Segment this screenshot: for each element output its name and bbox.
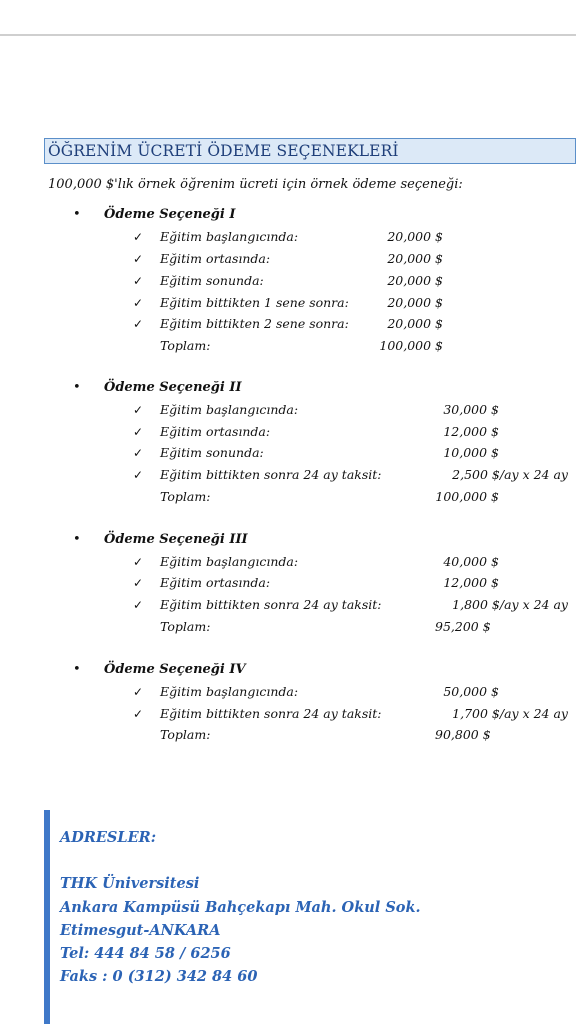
phone-line: Tel: 444 84 58 / 6256 xyxy=(60,945,231,962)
total-amount: 90,800 $ xyxy=(435,727,491,742)
section-heading: ÖĞRENİM ÜCRETİ ÖDEME SEÇENEKLERİ xyxy=(44,138,576,164)
bullet-icon: • xyxy=(73,532,81,547)
payment-row xyxy=(0,272,576,290)
address-line: Etimesgut-ANKARA xyxy=(60,922,221,939)
row-label: Eğitim sonunda: xyxy=(160,273,264,288)
check-icon: ✓ xyxy=(133,230,144,244)
check-icon: ✓ xyxy=(133,274,144,288)
row-label: Eğitim ortasında: xyxy=(160,251,271,266)
row-label: Eğitim ortasında: xyxy=(160,575,271,590)
check-icon: ✓ xyxy=(133,425,144,439)
total-amount: 95,200 $ xyxy=(435,619,491,634)
row-label: Eğitim bittikten 1 sene sonra: xyxy=(160,295,349,310)
option-title: Ödeme Seçeneği II xyxy=(104,380,242,395)
row-label: Eğitim bittikten sonra 24 ay taksit: xyxy=(160,467,382,482)
check-icon: ✓ xyxy=(133,403,144,417)
row-amount: 20,000 $ xyxy=(387,273,443,288)
row-amount: 20,000 $ xyxy=(387,295,443,310)
row-label: Eğitim başlangıcında: xyxy=(160,684,299,699)
check-icon: ✓ xyxy=(133,598,144,612)
check-icon: ✓ xyxy=(133,555,144,569)
row-amount: 20,000 $ xyxy=(387,316,443,331)
row-label: Eğitim başlangıcında: xyxy=(160,554,299,569)
row-amount: 1,700 $/ay x 24 ay xyxy=(452,706,568,721)
row-amount: 50,000 $ xyxy=(443,684,499,699)
row-label: Eğitim sonunda: xyxy=(160,445,264,460)
row-amount: 30,000 $ xyxy=(443,402,499,417)
row-amount: 20,000 $ xyxy=(387,229,443,244)
check-icon: ✓ xyxy=(133,685,144,699)
check-icon: ✓ xyxy=(133,252,144,266)
row-amount: 20,000 $ xyxy=(387,251,443,266)
intro-text: 100,000 $'lık örnek öğrenim ücreti için örnek ödeme seçeneği: xyxy=(48,177,463,192)
bullet-icon: • xyxy=(73,380,81,395)
row-label: Eğitim bittikten sonra 24 ay taksit: xyxy=(160,706,382,721)
row-amount: 2,500 $/ay x 24 ay xyxy=(452,467,568,482)
payment-row xyxy=(0,683,576,701)
payment-row xyxy=(0,574,576,592)
payment-row xyxy=(0,705,576,723)
payment-row xyxy=(0,294,576,312)
row-amount: 10,000 $ xyxy=(443,445,499,460)
row-label: Eğitim bittikten 2 sene sonra: xyxy=(160,316,349,331)
total-label: Toplam: xyxy=(160,338,211,353)
fax-line: Faks : 0 (312) 342 84 60 xyxy=(60,968,258,985)
check-icon: ✓ xyxy=(133,317,144,331)
address-accent-bar xyxy=(44,810,50,1024)
payment-row xyxy=(0,444,576,462)
total-label: Toplam: xyxy=(160,619,211,634)
top-divider xyxy=(0,34,576,36)
option-title: Ödeme Seçeneği III xyxy=(104,532,248,547)
address-heading: ADRESLER: xyxy=(60,829,157,846)
total-row xyxy=(0,618,576,636)
total-row xyxy=(0,337,576,355)
row-label: Eğitim başlangıcında: xyxy=(160,229,299,244)
check-icon: ✓ xyxy=(133,446,144,460)
total-amount: 100,000 $ xyxy=(435,489,499,504)
payment-row xyxy=(0,315,576,333)
total-label: Toplam: xyxy=(160,489,211,504)
row-amount: 1,800 $/ay x 24 ay xyxy=(452,597,568,612)
row-amount: 12,000 $ xyxy=(443,424,499,439)
row-label: Eğitim ortasında: xyxy=(160,424,271,439)
check-icon: ✓ xyxy=(133,576,144,590)
check-icon: ✓ xyxy=(133,468,144,482)
total-amount: 100,000 $ xyxy=(379,338,443,353)
total-label: Toplam: xyxy=(160,727,211,742)
option-title: Ödeme Seçeneği I xyxy=(104,207,236,222)
total-row xyxy=(0,726,576,744)
payment-row xyxy=(0,466,576,484)
row-label: Eğitim başlangıcında: xyxy=(160,402,299,417)
row-label: Eğitim bittikten sonra 24 ay taksit: xyxy=(160,597,382,612)
payment-row xyxy=(0,250,576,268)
bullet-icon: • xyxy=(73,207,81,222)
payment-row xyxy=(0,553,576,571)
payment-row xyxy=(0,228,576,246)
row-amount: 40,000 $ xyxy=(443,554,499,569)
payment-row xyxy=(0,423,576,441)
check-icon: ✓ xyxy=(133,707,144,721)
option-title: Ödeme Seçeneği IV xyxy=(104,662,246,677)
bullet-icon: • xyxy=(73,662,81,677)
payment-row xyxy=(0,401,576,419)
row-amount: 12,000 $ xyxy=(443,575,499,590)
total-row xyxy=(0,488,576,506)
check-icon: ✓ xyxy=(133,296,144,310)
address-line: THK Üniversitesi xyxy=(60,875,200,892)
payment-row xyxy=(0,596,576,614)
address-line: Ankara Kampüsü Bahçekapı Mah. Okul Sok. xyxy=(60,899,421,916)
